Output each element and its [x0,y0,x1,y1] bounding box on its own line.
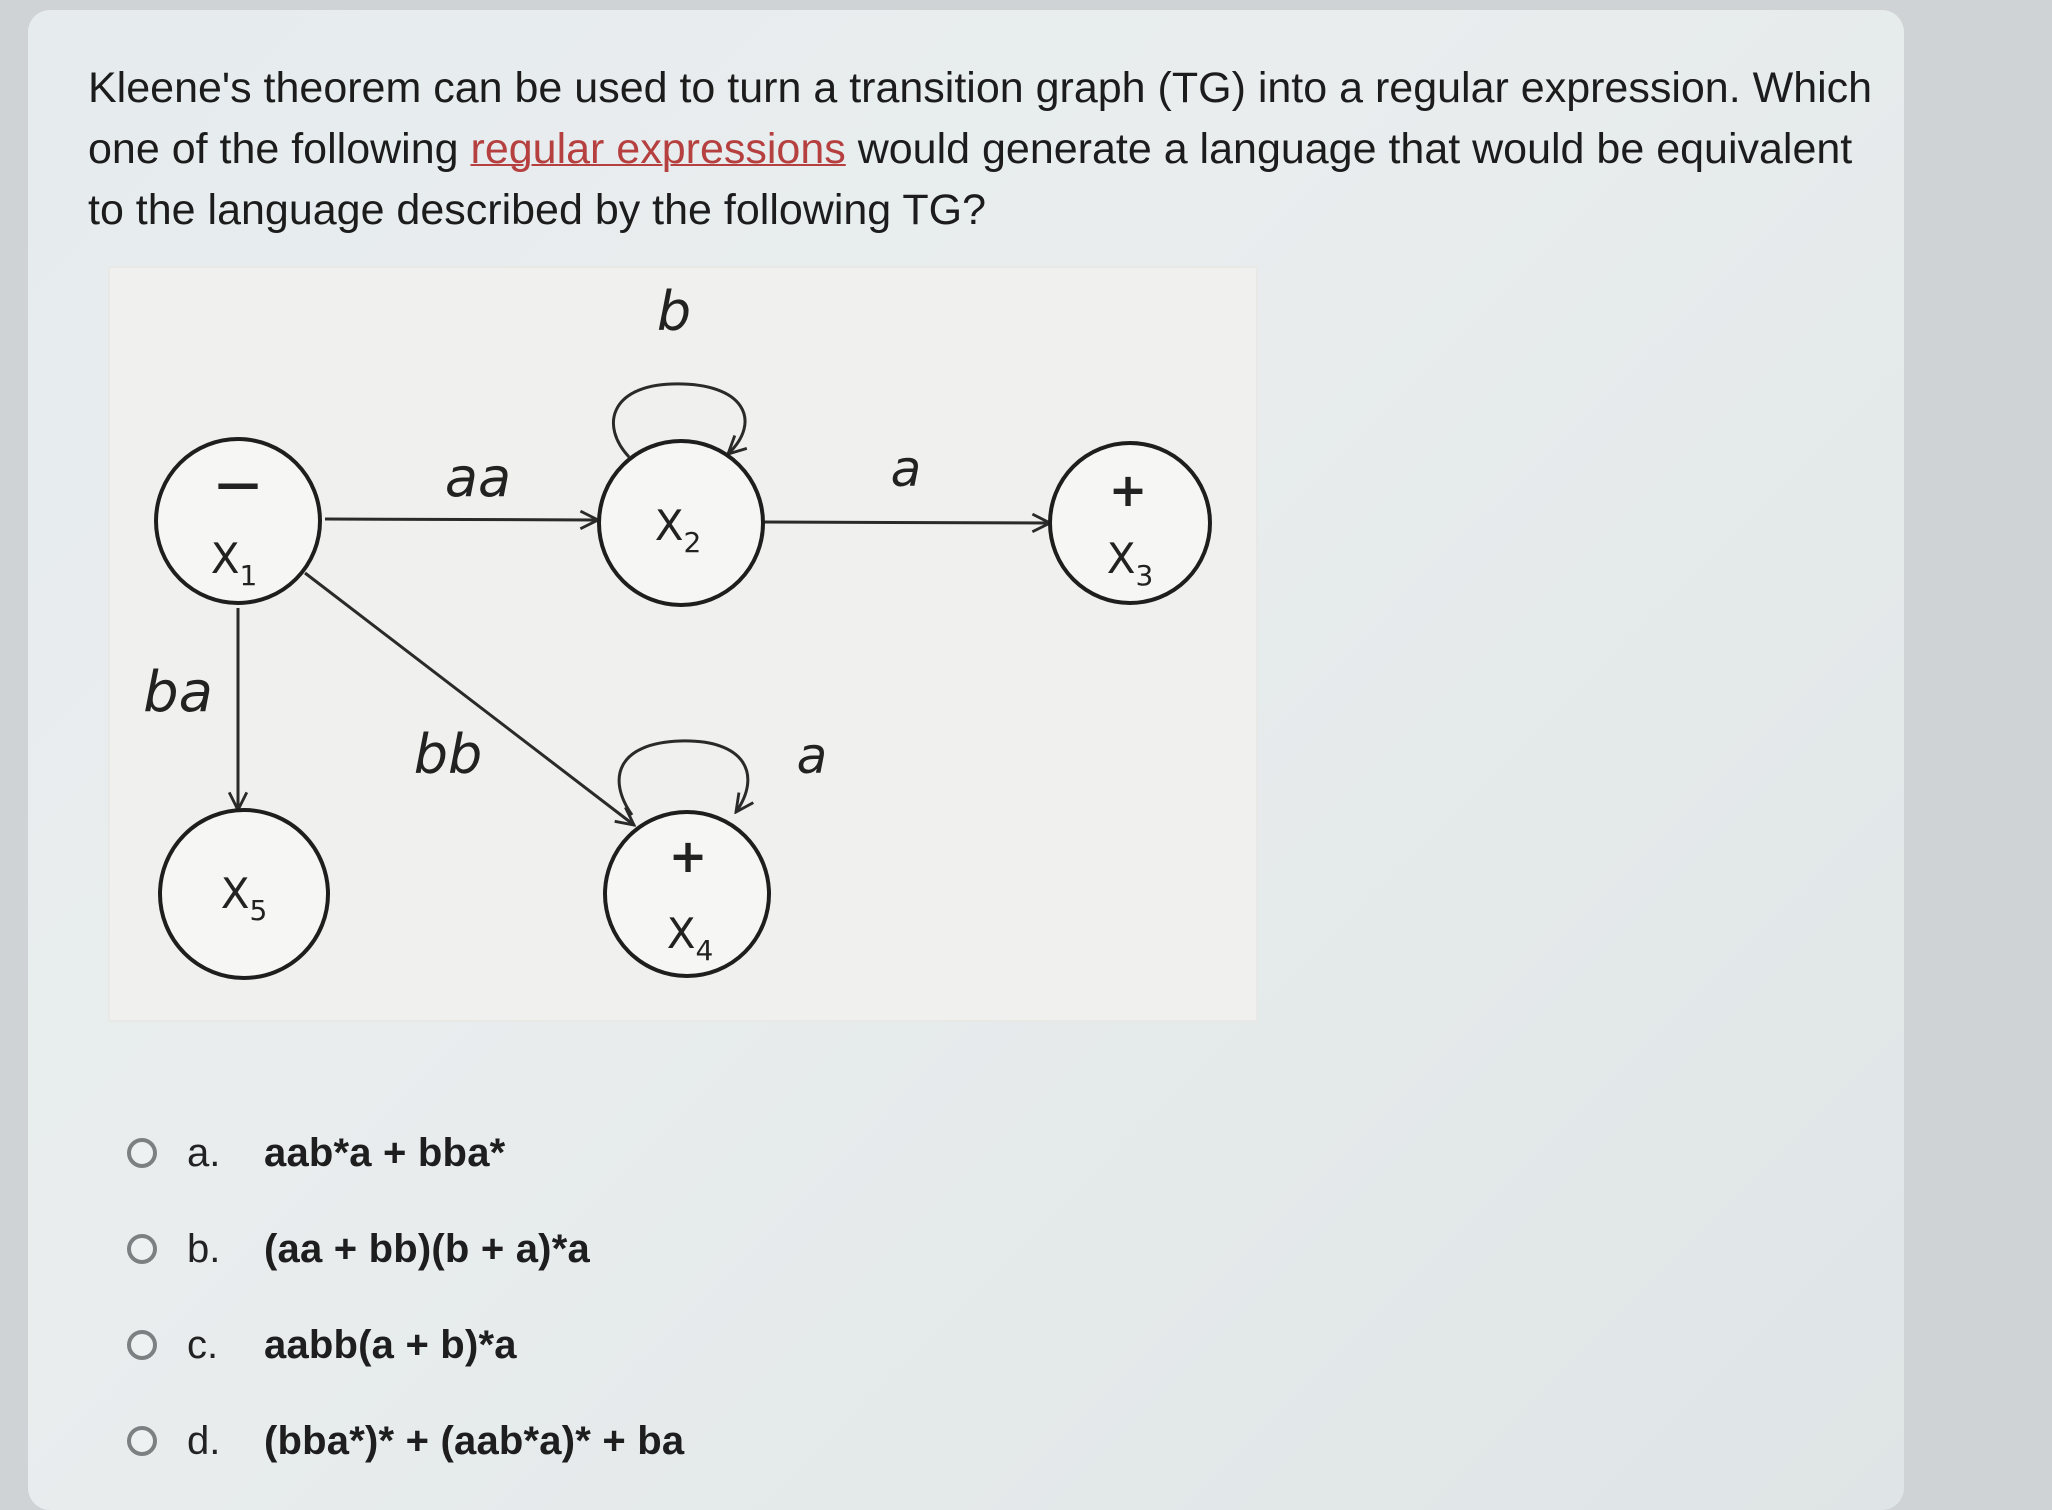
state-x1-name: X [210,534,240,583]
regular-expressions-link[interactable]: regular expressions [470,125,846,173]
state-x1-sub: 1 [239,559,258,592]
answer-options [120,1105,684,1489]
transition-graph-svg [110,268,1256,1020]
edge-label-x2-loop: b [656,280,692,343]
option-b-text: (aa + bb)(b + a)*a [264,1226,590,1271]
state-x1-marker: — [216,458,260,509]
state-x2-name: X [654,501,684,550]
edge-label-x1-x2: aa [444,446,512,509]
edge-x4-loop [619,741,748,815]
edge-label-x1-x5: ba [143,660,213,725]
question-text-after: would generate a language that would be equivalent to the language described by the following TG? [88,125,1853,234]
option-d-text: (bba*)* + (aab*a)* + ba [264,1418,685,1463]
option-a-text: aab*a + bba* [264,1130,506,1175]
state-x5-name: X [220,869,250,918]
question-text [88,58,1888,241]
radio-button-b[interactable] [127,1234,157,1264]
state-x1 [156,439,320,603]
state-x3-sub: 3 [1135,559,1154,592]
edge-x1-x2 [325,519,598,520]
option-b-letter: b. [187,1226,221,1271]
state-x4-name: X [666,909,696,958]
state-x2 [599,441,763,605]
option-c[interactable] [120,1297,684,1393]
edge-x1-x4 [305,573,634,825]
radio-button-c[interactable] [127,1330,157,1360]
state-x4-marker: + [668,829,708,883]
edge-label-x4-loop: a [796,727,828,785]
option-d-letter: d. [187,1418,221,1463]
option-a[interactable] [120,1105,684,1201]
option-a-letter: a. [187,1130,221,1175]
state-x2-sub: 2 [683,526,702,559]
state-x5 [160,810,328,978]
state-x5-sub: 5 [249,894,268,927]
option-d[interactable] [120,1393,684,1489]
question-text-before: Kleene's theorem can be used to turn a transition graph (TG) into a regular expression. Which one of the following [88,64,1873,173]
transition-graph-figure [110,268,1256,1020]
state-x4 [605,812,769,976]
state-x3-marker: + [1108,463,1148,517]
edge-label-x2-x3: a [890,440,922,498]
state-x3 [1050,443,1210,603]
state-x3-name: X [1106,534,1136,583]
radio-button-d[interactable] [127,1426,157,1456]
option-c-letter: c. [187,1322,219,1367]
edge-label-x1-x4: bb [413,723,483,786]
option-c-text: aabb(a + b)*a [264,1322,517,1367]
option-b[interactable] [120,1201,684,1297]
radio-button-a[interactable] [127,1138,157,1168]
edge-x2-x3 [763,522,1050,523]
state-x4-sub: 4 [695,934,714,967]
